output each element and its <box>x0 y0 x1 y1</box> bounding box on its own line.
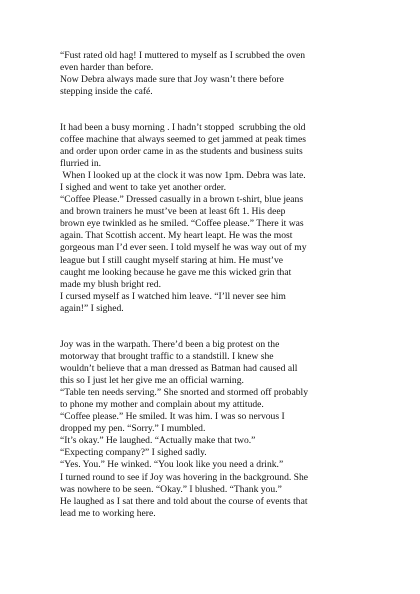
text-line: again. That Scottish accent. My heart leapt. He was the most <box>60 230 293 242</box>
text-line: “Coffee please.” He smiled. It was him. I was so nervous I <box>60 411 285 423</box>
text-line: to phone my mother and complain about my attitude. <box>60 399 264 411</box>
text-line: “Yes. You.” He winked. “You look like you need a drink.” <box>60 459 284 471</box>
text-line: Now Debra always made sure that Joy wasn’t there before <box>60 74 284 86</box>
text-line: I cursed myself as I watched him leave. “I’ll never see him <box>60 290 286 302</box>
text-line: He laughed as I sat there and told about the course of events that <box>60 495 308 507</box>
text-line: “Fust rated old hag! I muttered to myself as I scrubbed the oven <box>60 50 306 61</box>
text-line: stepping inside the café. <box>60 86 153 98</box>
text-line: Joy was in the warpath. There’d been a big protest on the <box>60 339 280 350</box>
text-line: caught me looking because he gave me this wicked grin that <box>60 266 292 278</box>
text-line: When I looked up at the clock it was now 1pm. Debra was late. <box>60 170 306 182</box>
text-line: brown eye twinkled as he smiled. “Coffee please.” There it was <box>60 218 304 230</box>
text-line: and brown trainers he must’ve been at least 6ft 1. His deep <box>60 206 286 218</box>
paragraph-3 <box>60 339 370 520</box>
text-line: lead me to working here. <box>60 507 156 519</box>
text-line: I sighed and went to take yet another order. <box>60 182 226 194</box>
text-line: “Coffee Please.” Dressed casually in a brown t-shirt, blue jeans <box>60 194 304 206</box>
text-line: this so I just let her give me an official warning. <box>60 375 244 387</box>
text-line: gorgeous man I’d ever seen. I told myself he was way out of my <box>60 242 307 254</box>
text-line: again!” I sighed. <box>60 302 124 314</box>
text-line: “Table ten needs serving.” She snorted and stormed off probably <box>60 387 308 399</box>
text-line: made my blush bright red. <box>60 278 161 290</box>
text-line: It had been a busy morning . I hadn’t stopped scrubbing the old <box>60 122 306 133</box>
text-line: even harder than before. <box>60 62 154 74</box>
text-line: “It’s okay.” He laughed. “Actually make that two.” <box>60 435 256 447</box>
paragraph-1 <box>60 50 370 98</box>
text-line: “Expecting company?” I sighed sadly. <box>60 447 207 459</box>
text-line: wouldn’t believe that a man dressed as Batman had caused all <box>60 363 298 375</box>
paragraph-2 <box>60 122 370 315</box>
text-line: and order upon order came in as the students and business suits <box>60 146 303 158</box>
text-line: league but I still caught myself staring at him. He must’ve <box>60 254 284 266</box>
text-line: motorway that brought traffic to a standstill. I knew she <box>60 351 274 363</box>
text-line: flurried in. <box>60 158 102 170</box>
text-line: was nowhere to be seen. “Okay.” I blushed. “Thank you.” <box>60 483 282 495</box>
text-line: dropped my pen. “Sorry.” I mumbled. <box>60 423 206 435</box>
text-line: I turned round to see if Joy was hovering in the background. She <box>60 471 309 483</box>
text-line: coffee machine that always seemed to get jammed at peak times <box>60 134 306 146</box>
